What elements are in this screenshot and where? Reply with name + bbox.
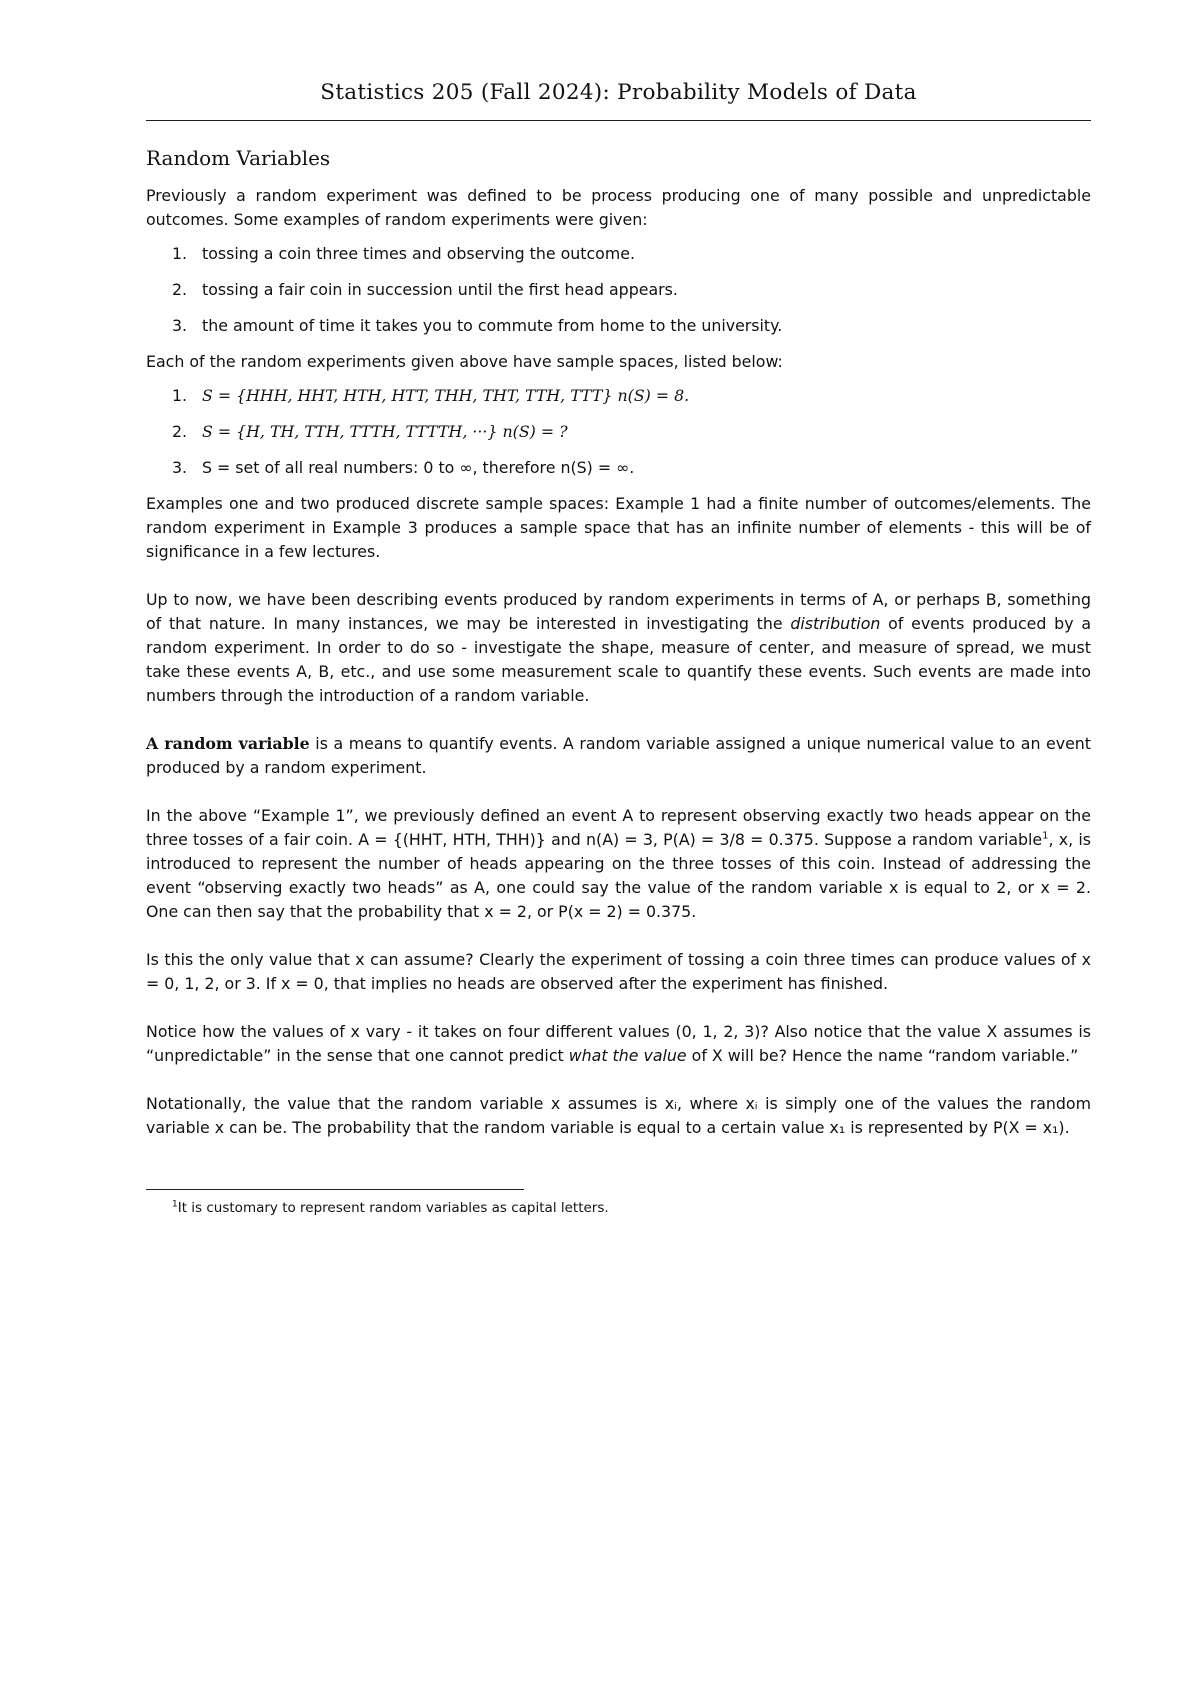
intro-paragraph: Previously a random experiment was defined to be process producing one of many possible and unpredictable outcomes. Some examples of random experiments were given: [146,186,1091,229]
list-item: 2. tossing a fair coin in succession until the first head appears. [172,280,678,299]
course-title: Statistics 205 (Fall 2024): Probability Models of Data [320,80,917,105]
list-item: 2. S = {H, TH, TTH, TTTH, TTTTH, ···} n(S) = ? [172,422,568,441]
footnote-ref: 1 [1042,830,1049,842]
paragraph-values: Is this the only value that x can assume? Clearly the experiment of tossing a coin three times can produce values of x = 0, 1, 2, or 3. If x = 0, that implies no heads are observed after the experiment has finished. [146,950,1091,993]
paragraph-notation: Notationally, the value that the random variable x assumes is xᵢ, where xᵢ is simply one of the values the random variable x can be. The probability that the random variable is equal to a certain value x₁ is represented by P(X = x₁). [146,1094,1091,1137]
footnote: $^1$It is customary to represent random variables as capital letters. [172,1199,609,1216]
header-rule [146,120,1091,121]
list-item: 3. the amount of time it takes you to commute from home to the university. [172,316,783,335]
footnote-rule [146,1189,524,1190]
paragraph-distribution: Up to now, we have been describing events produced by random experiments in terms of A, or perhaps B, something of that nature. In many instances, we may be interested in investigating the distribution of events produced by a random experiment. In order to do so - investigate the shape, measure of center, and measure of spread, we must take these events A, B, etc., and use some measurement scale to quantify these events. Such events are made into numbers through the introduction of a random variable. [146,590,1091,705]
main-content [146,146,1091,1140]
paragraph-vary: Notice how the values of x vary - it takes on four different values (0, 1, 2, 3)? Also notice that the value X assumes is “unpredictable” in the sense that one cannot predict what the value of X will be? Hence the name “random variable.” [146,1022,1091,1065]
list-item: 3. S = set of all real numbers: 0 to ∞, therefore n(S) = ∞. [172,458,635,477]
examples-list [146,242,1091,338]
list-item: 1. S = {HHH, HHT, HTH, HTT, THH, THT, TTH, TTT} n(S) = 8. [172,386,690,405]
sample-space-intro: Each of the random experiments given above have sample spaces, listed below: [146,352,783,371]
section-heading: Random Variables [146,146,331,170]
paragraph-definition: A random variable is a means to quantify events. A random variable assigned a unique numerical value to an event produced by a random experiment. [146,734,1092,777]
sample-spaces-list [146,384,1091,480]
paragraph-discrete: Examples one and two produced discrete sample spaces: Example 1 had a finite number of outcomes/elements. The random experiment in Example 3 produces a sample space that has an infinite number of elements - this will be of significance in a few lectures. [146,494,1091,561]
list-item: 1. tossing a coin three times and observing the outcome. [172,244,635,263]
paragraph-example: In the above “Example 1”, we previously defined an event A to represent observing exactly two heads appear on the three tosses of a fair coin. A = {(HHT, HTH, THH)} and n(A) = 3, P(A) = 3/8 = 0.375. Suppose a random variable$^1$, x, is introduced to represent the number of heads appearing on the three tosses of this coin. Instead of addressing the event “observing exactly two heads” as A, one could say the value of the random variable x is equal to 2, or x = 2. One can then say that the probability that x = 2, or P(x = 2) = 0.375. [146,806,1091,921]
